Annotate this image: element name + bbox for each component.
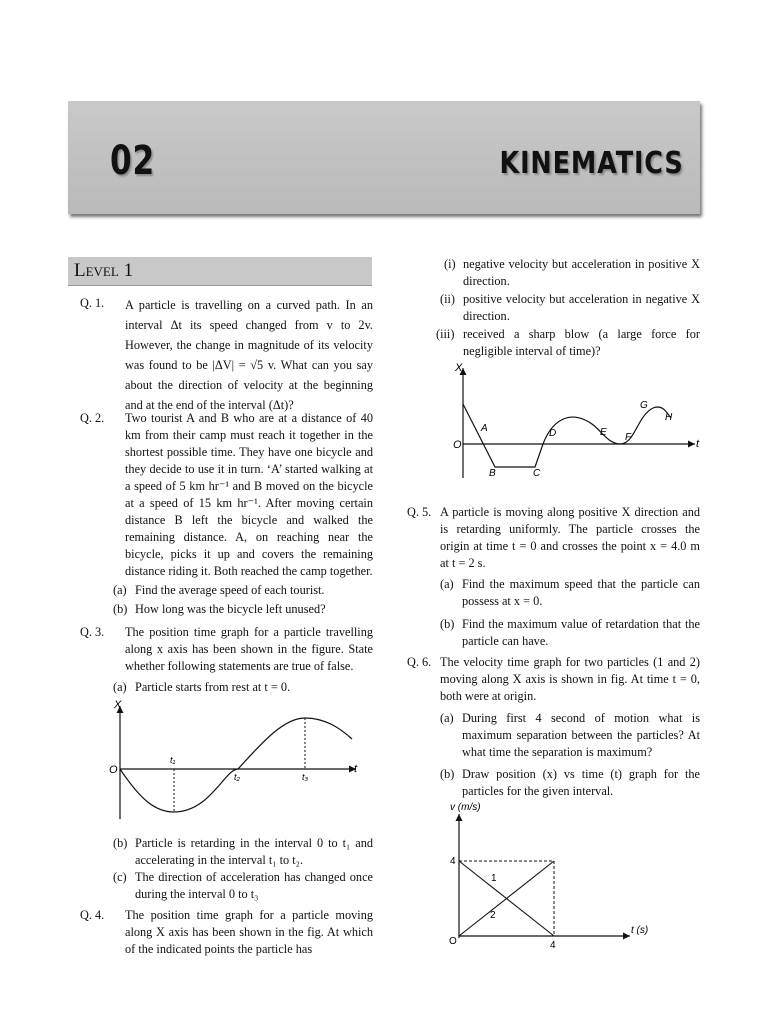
- point-b-label: B: [489, 468, 496, 479]
- option-label: (a): [440, 577, 454, 591]
- point-c-label: C: [533, 468, 541, 479]
- question-number: Q. 6.: [407, 655, 432, 669]
- option-text: The direction of acceleration has changed once during the interval 0 to t₃: [135, 870, 373, 901]
- question-3: [80, 624, 373, 675]
- level-heading-box: [68, 257, 372, 286]
- question-number: Q. 5.: [407, 505, 432, 519]
- question-2a: [113, 582, 373, 599]
- t1-label: t₁: [170, 755, 176, 765]
- position-time-graph-q4: [445, 358, 710, 483]
- option-text: negative velocity but acceleration in positive X direction.: [463, 257, 700, 288]
- question-number: Q. 1.: [80, 296, 105, 310]
- question-text: A particle is travelling on a curved path. In an interval Δt its speed changed from v to 2v. However, the change in magnitude of its velocity was found to be |ΔV| = √5 v. What can you say about the direction of velocity at the beginning and at the end of the interval (Δt)?: [125, 298, 373, 412]
- option-label: (b): [113, 602, 128, 616]
- x-label: t: [696, 438, 700, 450]
- chapter-number: 02: [110, 138, 155, 184]
- curve: [463, 404, 671, 467]
- question-3b: [113, 835, 373, 869]
- option-label: (b): [440, 617, 455, 631]
- option-text: Draw position (x) vs time (t) graph for the particles for the given interval.: [462, 767, 700, 798]
- question-6: [407, 654, 700, 705]
- question-text: Two tourist A and B who are at a distance of 40 km from their camp must reach it together in the shortest possible time. They have one bicycle and they decide to use it in turn. ‘A’ started walking at a speed of 5 km hr⁻¹ and B moved on the bicycle at a speed of 15 km hr⁻¹. After moving certain distance B left the bicycle and walked the remaining distance. A, on reaching near the bicycle, picks it up and covers the remaining distance riding it. Both reached the camp together.: [125, 411, 373, 578]
- chapter-title: KINEMATICS: [499, 146, 684, 181]
- option-label: (i): [444, 257, 456, 271]
- particle-1-label: 1: [491, 873, 497, 884]
- question-6a: [440, 710, 700, 761]
- option-text: Find the maximum speed that the particle can possess at x = 0.: [462, 577, 700, 608]
- question-3c: [113, 869, 373, 903]
- position-time-graph-q3: [100, 694, 370, 824]
- question-4-ii: [437, 291, 700, 325]
- question-4-iii: [437, 326, 700, 360]
- option-label: (c): [113, 870, 127, 884]
- question-text: The position time graph for a particle travelling along x axis has been shown in the figure. State whether following statements are true of false.: [125, 625, 373, 673]
- option-label: (b): [440, 767, 455, 781]
- question-text: The position time graph for a particle moving along X axis has been shown in the fig. At which of the indicated points the particle has: [125, 908, 373, 956]
- option-text: positive velocity but acceleration in negative X direction.: [463, 292, 700, 323]
- option-text: Particle is retarding in the interval 0 to t₁ and accelerating in the interval t₁ to t₂.: [135, 836, 373, 867]
- question-5b: [440, 616, 700, 650]
- origin-label: O: [109, 764, 118, 776]
- question-1: [80, 295, 373, 415]
- question-number: Q. 3.: [80, 625, 105, 639]
- curve: [120, 718, 352, 812]
- question-4: [80, 907, 373, 958]
- option-label: (a): [113, 680, 127, 694]
- point-h-label: H: [665, 412, 673, 423]
- y-label: X: [455, 362, 463, 374]
- x-label: t: [354, 763, 358, 775]
- y-label: v (m/s): [450, 802, 481, 813]
- x-label: t (s): [631, 925, 649, 936]
- question-text: A particle is moving along positive X direction and is retarding uniformly. The particle crosses the origin at time t = 0 and crosses the point x = 4.0 m at t = 2 s.: [440, 505, 700, 570]
- option-label: (b): [113, 836, 128, 850]
- point-d-label: D: [549, 428, 557, 439]
- origin-label: O: [453, 439, 462, 451]
- question-6b: [440, 766, 700, 800]
- option-label: (ii): [440, 292, 456, 306]
- question-number: Q. 4.: [80, 908, 105, 922]
- question-2b: [113, 601, 373, 618]
- t3-label: t₃: [302, 772, 309, 782]
- velocity-time-graph-q6: [440, 798, 660, 956]
- option-text: received a sharp blow (a large force for negligible interval of time)?: [463, 327, 700, 358]
- point-g-label: G: [640, 400, 648, 411]
- question-4-i: [437, 256, 700, 290]
- option-text: How long was the bicycle left unused?: [135, 602, 326, 616]
- x-tick-4: 4: [550, 940, 556, 951]
- t2-label: t₂: [234, 772, 240, 782]
- question-number: Q. 2.: [80, 411, 105, 425]
- particle-2-label: 2: [490, 910, 496, 921]
- question-2: [80, 410, 373, 580]
- question-text: The velocity time graph for two particles (1 and 2) moving along X axis is shown in fig. At time t = 0, both were at origin.: [440, 655, 700, 703]
- option-text: Find the maximum value of retardation that the particle can have.: [462, 617, 700, 648]
- option-text: During first 4 second of motion what is maximum separation between the particles? At what time the separation is maximum?: [462, 711, 700, 759]
- option-label: (a): [440, 711, 454, 725]
- point-a-label: A: [481, 423, 488, 434]
- question-5a: [440, 576, 700, 610]
- point-f-label: F: [625, 432, 632, 443]
- point-e-label: E: [600, 427, 607, 438]
- y-tick-4: 4: [450, 856, 456, 867]
- question-5: [407, 504, 700, 572]
- level-heading: Level 1: [74, 260, 134, 281]
- option-text: Particle starts from rest at t = 0.: [135, 680, 291, 694]
- option-text: Find the average speed of each tourist.: [135, 583, 325, 597]
- option-label: (iii): [436, 327, 455, 341]
- option-label: (a): [113, 583, 127, 597]
- y-label: X: [114, 699, 122, 711]
- origin-label: O: [449, 936, 457, 947]
